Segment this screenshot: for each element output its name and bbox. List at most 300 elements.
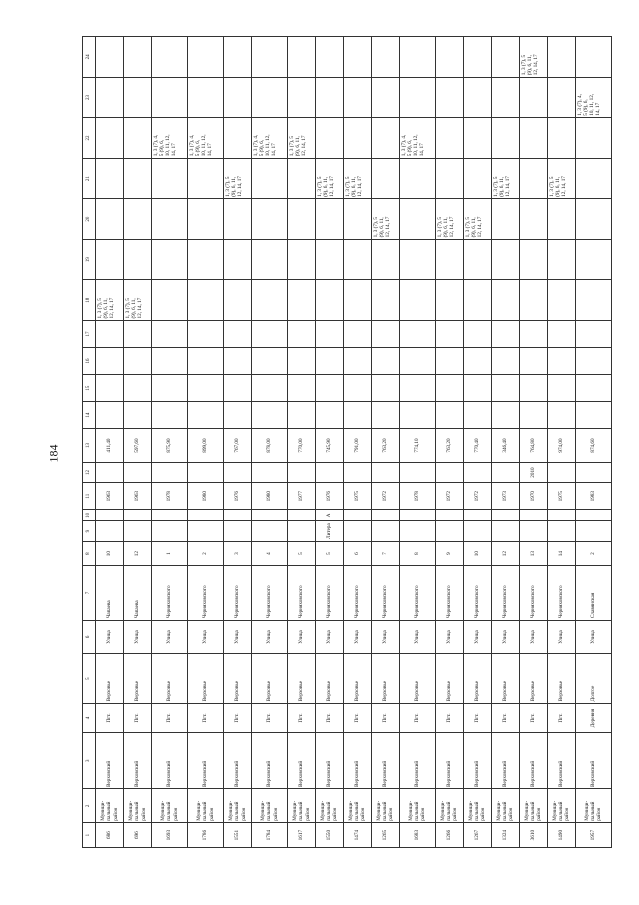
table-cell: Улица — [519, 620, 547, 654]
table-cell: Черняховского — [519, 566, 547, 620]
table-cell: 1, 3 (7), 4, 5 (9), 6, 10, 11, 12, 14, 17 — [251, 118, 287, 159]
table-cell — [371, 37, 399, 78]
table-cell: Черняховского — [151, 566, 187, 620]
table-cell — [575, 462, 611, 482]
table-cell: Муници- пальный район — [399, 789, 435, 823]
table-cell — [96, 375, 124, 402]
table-cell: Пгт. — [491, 703, 519, 732]
table-cell — [287, 280, 315, 321]
column-number-header: 15 — [83, 375, 96, 402]
column-number-header: 24 — [83, 37, 96, 78]
table-cell: Верховье — [463, 654, 491, 704]
table-cell: Черняховского — [343, 566, 371, 620]
table-cell — [187, 521, 223, 541]
table-row — [575, 37, 611, 848]
table-cell — [187, 239, 223, 280]
table-cell — [343, 510, 371, 521]
column-number-header: 4 — [83, 703, 96, 732]
table-cell: 1, 3 (7), 5 (9), 6, 11, 12, 14, 17 — [491, 158, 519, 199]
table-cell — [463, 77, 491, 118]
table-cell — [315, 375, 343, 402]
table-cell — [575, 402, 611, 429]
table-cell — [371, 521, 399, 541]
table-cell: 696 — [123, 823, 151, 848]
table-cell: Черняховского — [435, 566, 463, 620]
table-cell — [343, 77, 371, 118]
table-cell: Верховье — [223, 654, 251, 704]
table-cell: 1976 — [315, 483, 343, 510]
table-cell — [371, 320, 399, 347]
table-cell: Пгт. — [547, 703, 575, 732]
table-cell: Верховье — [123, 654, 151, 704]
table-cell — [371, 280, 399, 321]
table-cell: 1963 — [96, 483, 124, 510]
table-cell — [491, 118, 519, 159]
table-cell: 764,80 — [519, 429, 547, 463]
table-cell: Верховье — [371, 654, 399, 704]
table-cell: Улица — [251, 620, 287, 654]
table-cell — [251, 521, 287, 541]
table-cell — [371, 239, 399, 280]
table-cell — [315, 239, 343, 280]
table-cell — [315, 320, 343, 347]
table-cell — [491, 280, 519, 321]
table-cell: Черняховского — [547, 566, 575, 620]
table-cell: 1550 — [315, 823, 343, 848]
table-cell — [399, 521, 435, 541]
table-cell: 791,00 — [343, 429, 371, 463]
table-cell: 346,40 — [491, 429, 519, 463]
table-cell: Верховье — [251, 654, 287, 704]
table-cell — [315, 77, 343, 118]
table-cell — [519, 348, 547, 375]
table-cell: Муници- пальный район — [371, 789, 399, 823]
table-cell — [123, 510, 151, 521]
table-cell — [287, 37, 315, 78]
table-cell — [151, 348, 187, 375]
table-cell — [435, 521, 463, 541]
table-cell — [463, 402, 491, 429]
table-cell: 5 — [287, 541, 315, 566]
table-cell — [251, 462, 287, 482]
table-cell — [519, 158, 547, 199]
table-cell: Верховский — [123, 733, 151, 789]
table-cell: 1, 3 (7), 5 (9), 6, 11, 12, 14, 17 — [96, 280, 124, 321]
table-cell — [315, 118, 343, 159]
table-cell — [251, 375, 287, 402]
table-row — [547, 37, 575, 848]
table-cell — [371, 402, 399, 429]
table-cell — [187, 348, 223, 375]
table-cell — [251, 77, 287, 118]
table-cell — [547, 118, 575, 159]
table-cell — [223, 77, 251, 118]
table-cell: 1963 — [123, 483, 151, 510]
table-cell: Верховский — [96, 733, 124, 789]
table-cell — [491, 402, 519, 429]
column-number-header: 19 — [83, 239, 96, 280]
table-cell: Верховье — [491, 654, 519, 704]
table-cell — [223, 402, 251, 429]
column-number-header: 18 — [83, 280, 96, 321]
table-cell: Пгт. — [123, 703, 151, 732]
table-cell: Деревня — [575, 703, 611, 732]
table-cell — [123, 118, 151, 159]
table-cell: 1, 3 (7), 5 (9), 6, 11, 12, 14, 17 — [371, 199, 399, 240]
table-cell: Улица — [547, 620, 575, 654]
table-cell: 770,00 — [287, 429, 315, 463]
table-cell: Пгт. — [315, 703, 343, 732]
table-cell: Верховский — [547, 733, 575, 789]
table-cell — [96, 199, 124, 240]
table-cell — [343, 348, 371, 375]
table-cell: 1975 — [547, 483, 575, 510]
table-row — [223, 37, 251, 848]
table-row — [315, 37, 343, 848]
table-cell — [151, 77, 187, 118]
table-cell — [251, 158, 287, 199]
table-cell — [343, 118, 371, 159]
column-number-header: 13 — [83, 429, 96, 463]
table-cell: 1693 — [151, 823, 187, 848]
table-cell — [575, 158, 611, 199]
table-row — [151, 37, 187, 848]
table-row — [463, 37, 491, 848]
table-cell: Пгт. — [519, 703, 547, 732]
table-cell: Верховский — [435, 733, 463, 789]
table-cell — [251, 348, 287, 375]
table-cell — [547, 375, 575, 402]
table-row — [435, 37, 463, 848]
table-cell — [519, 320, 547, 347]
table-cell: Муници- пальный район — [491, 789, 519, 823]
table-cell: Улица — [491, 620, 519, 654]
table-cell — [223, 510, 251, 521]
table-cell: Улица — [223, 620, 251, 654]
table-row — [251, 37, 287, 848]
table-cell — [223, 239, 251, 280]
table-cell — [547, 348, 575, 375]
table-cell — [491, 510, 519, 521]
table-cell — [547, 37, 575, 78]
table-cell: Верховский — [491, 733, 519, 789]
table-cell: Верховье — [519, 654, 547, 704]
table-cell — [287, 375, 315, 402]
table-cell: 9 — [435, 541, 463, 566]
table-cell — [223, 348, 251, 375]
table-cell — [123, 199, 151, 240]
table-cell — [435, 37, 463, 78]
table-cell — [575, 348, 611, 375]
table-cell: Черняховского — [187, 566, 223, 620]
table-cell: 1978 — [399, 483, 435, 510]
table-cell — [96, 462, 124, 482]
table-cell: Улица — [123, 620, 151, 654]
table-cell: Улица — [435, 620, 463, 654]
table-cell: 1324 — [491, 823, 519, 848]
table-cell — [96, 402, 124, 429]
table-cell — [491, 199, 519, 240]
table-cell: Верховье — [287, 654, 315, 704]
table-cell — [371, 348, 399, 375]
table-cell: Верховский — [187, 733, 223, 789]
table-cell: 1266 — [435, 823, 463, 848]
table-cell: 767,00 — [223, 429, 251, 463]
table-cell — [315, 199, 343, 240]
table-cell — [575, 199, 611, 240]
table-cell — [96, 77, 124, 118]
table-cell — [151, 521, 187, 541]
table-cell: Черняховского — [251, 566, 287, 620]
table-cell: 1, 3 (7), 5 (9), 6, 11, 12, 14, 17 — [287, 118, 315, 159]
table-cell: 8 — [399, 541, 435, 566]
table-cell: 1980 — [187, 483, 223, 510]
table-cell — [96, 158, 124, 199]
table-cell — [187, 510, 223, 521]
table-cell — [223, 462, 251, 482]
table-cell: 763,20 — [371, 429, 399, 463]
table-cell: 1975 — [343, 483, 371, 510]
table-cell — [519, 521, 547, 541]
table-cell — [399, 37, 435, 78]
table-cell: 875,90 — [151, 429, 187, 463]
table-cell — [399, 402, 435, 429]
table-cell — [287, 158, 315, 199]
table-cell: Верховский — [399, 733, 435, 789]
column-number-header: 7 — [83, 566, 96, 620]
table-cell — [519, 199, 547, 240]
table-cell — [251, 402, 287, 429]
table-cell — [575, 510, 611, 521]
table-cell — [519, 118, 547, 159]
table-cell — [463, 375, 491, 402]
table-cell: 12 — [123, 541, 151, 566]
table-cell — [287, 462, 315, 482]
table-cell — [463, 510, 491, 521]
table-cell: Верховье — [547, 654, 575, 704]
table-cell — [96, 37, 124, 78]
table-cell — [287, 199, 315, 240]
table-cell: Муници- пальный район — [287, 789, 315, 823]
table-cell — [435, 77, 463, 118]
table-cell — [151, 280, 187, 321]
table-cell — [463, 37, 491, 78]
table-cell — [187, 320, 223, 347]
table-cell — [223, 199, 251, 240]
table-cell: Верховский — [223, 733, 251, 789]
table-cell — [399, 510, 435, 521]
column-number-header: 6 — [83, 620, 96, 654]
table-cell: Пгт. — [435, 703, 463, 732]
table-cell — [435, 402, 463, 429]
table-cell — [435, 375, 463, 402]
table-cell — [96, 118, 124, 159]
table-cell: Муници- пальный район — [151, 789, 187, 823]
table-row — [96, 37, 124, 848]
table-cell: Верховский — [463, 733, 491, 789]
table-cell — [123, 348, 151, 375]
column-number-header: 16 — [83, 348, 96, 375]
table-cell — [491, 348, 519, 375]
table-cell — [399, 320, 435, 347]
table-cell — [519, 239, 547, 280]
column-number-header: 9 — [83, 521, 96, 541]
table-cell — [223, 375, 251, 402]
table-cell: 1983 — [575, 483, 611, 510]
table-cell — [151, 239, 187, 280]
table-cell — [343, 375, 371, 402]
table-cell — [371, 77, 399, 118]
table-cell: 1265 — [371, 823, 399, 848]
table-cell — [575, 37, 611, 78]
table-cell: 5 — [315, 541, 343, 566]
table-cell: Верховский — [287, 733, 315, 789]
table-cell: 1, 3 (7), 5 (9), 6, 11, 12, 14, 17 — [547, 158, 575, 199]
table-cell: 6 — [343, 541, 371, 566]
table-row — [519, 37, 547, 848]
table-cell: Муници- пальный район — [315, 789, 343, 823]
table-cell: Улица — [96, 620, 124, 654]
table-cell: Верховье — [315, 654, 343, 704]
table-cell — [463, 348, 491, 375]
table-cell — [547, 521, 575, 541]
table-cell: 1, 3 (7), 5 (9), 6, 11, 12, 14, 17 — [463, 199, 491, 240]
table-row — [399, 37, 435, 848]
table-cell — [547, 239, 575, 280]
table-cell — [151, 462, 187, 482]
table-cell — [491, 521, 519, 541]
table-cell: Черняховского — [315, 566, 343, 620]
table-cell — [223, 280, 251, 321]
table-cell — [287, 239, 315, 280]
column-number-header: 5 — [83, 654, 96, 704]
table-cell — [399, 239, 435, 280]
column-number-header: 17 — [83, 320, 96, 347]
table-cell: 1, 3 (7), 5 (9), 6, 11, 12, 14, 17 — [519, 37, 547, 78]
table-cell — [343, 521, 371, 541]
table-cell — [315, 348, 343, 375]
table-cell: Муници- пальный район — [187, 789, 223, 823]
table-cell: 3 — [223, 541, 251, 566]
table-cell — [519, 77, 547, 118]
table-cell — [123, 462, 151, 482]
table-cell: 411,40 — [96, 429, 124, 463]
table-cell: Чапаева — [123, 566, 151, 620]
table-cell — [251, 510, 287, 521]
column-number-header: 22 — [83, 118, 96, 159]
table-cell: 1786 — [187, 823, 223, 848]
table-cell — [575, 320, 611, 347]
table-cell: 1957 — [575, 823, 611, 848]
table-cell: 1 — [151, 541, 187, 566]
table-cell: 1551 — [223, 823, 251, 848]
table-cell — [371, 462, 399, 482]
table-cell — [435, 118, 463, 159]
table-cell — [399, 199, 435, 240]
table-cell — [575, 280, 611, 321]
table-cell: Муници- пальный район — [223, 789, 251, 823]
table-cell: Муници- пальный район — [547, 789, 575, 823]
table-cell — [123, 239, 151, 280]
table-cell: Пгт. — [187, 703, 223, 732]
table-cell — [491, 239, 519, 280]
table-cell — [463, 462, 491, 482]
table-cell — [399, 77, 435, 118]
table-cell — [435, 320, 463, 347]
table-cell — [123, 37, 151, 78]
table-cell: 597,60 — [123, 429, 151, 463]
table-cell: 1977 — [287, 483, 315, 510]
table-cell — [343, 37, 371, 78]
column-number-header: 14 — [83, 402, 96, 429]
table-cell: 1972 — [371, 483, 399, 510]
table-cell — [399, 462, 435, 482]
table-cell: Черняховского — [223, 566, 251, 620]
table-cell — [435, 158, 463, 199]
table-cell: 3610 — [519, 823, 547, 848]
table-cell — [287, 348, 315, 375]
table-cell — [315, 280, 343, 321]
table-cell: 1, 3 (7), 5 (9), 6, 11, 12, 14, 17 — [435, 199, 463, 240]
table-cell: Муници- пальный район — [123, 789, 151, 823]
table-cell — [519, 402, 547, 429]
housing-register-table — [82, 36, 612, 848]
table-cell: Верховский — [251, 733, 287, 789]
table-cell — [343, 462, 371, 482]
table-cell: Муници- пальный район — [519, 789, 547, 823]
table-cell — [123, 402, 151, 429]
table-cell: Муници- пальный район — [575, 789, 611, 823]
table-cell: Верховский — [575, 733, 611, 789]
table-cell: 1970 — [519, 483, 547, 510]
column-number-header: 2 — [83, 789, 96, 823]
table-cell — [123, 320, 151, 347]
table-cell: 2 — [187, 541, 223, 566]
table-cell — [151, 375, 187, 402]
table-cell — [547, 77, 575, 118]
table-cell — [343, 239, 371, 280]
table-cell: Черняховского — [399, 566, 435, 620]
table-cell — [315, 402, 343, 429]
table-row — [123, 37, 151, 848]
table-cell: 763,20 — [435, 429, 463, 463]
table-cell: Верховье — [187, 654, 223, 704]
table-row — [287, 37, 315, 848]
table-cell: Верховский — [315, 733, 343, 789]
table-cell: 1972 — [463, 483, 491, 510]
table-cell — [463, 118, 491, 159]
table-cell: 686 — [96, 823, 124, 848]
table-cell: 1972 — [435, 483, 463, 510]
table-cell — [151, 320, 187, 347]
table-cell: 1, 3 (7), 5 (9), 6, 11, 12, 14, 17 — [123, 280, 151, 321]
table-cell — [435, 280, 463, 321]
table-cell — [96, 510, 124, 521]
table-cell: Муници- пальный район — [251, 789, 287, 823]
table-cell: Черняховского — [491, 566, 519, 620]
table-cell — [251, 199, 287, 240]
table-cell: 1617 — [287, 823, 315, 848]
table-cell: Улица — [399, 620, 435, 654]
table-cell — [547, 462, 575, 482]
table-cell: 770,40 — [463, 429, 491, 463]
table-row — [343, 37, 371, 848]
table-cell — [463, 320, 491, 347]
table-cell — [343, 280, 371, 321]
table-cell — [547, 280, 575, 321]
table-cell: 878,00 — [251, 429, 287, 463]
table-cell: Улица — [151, 620, 187, 654]
